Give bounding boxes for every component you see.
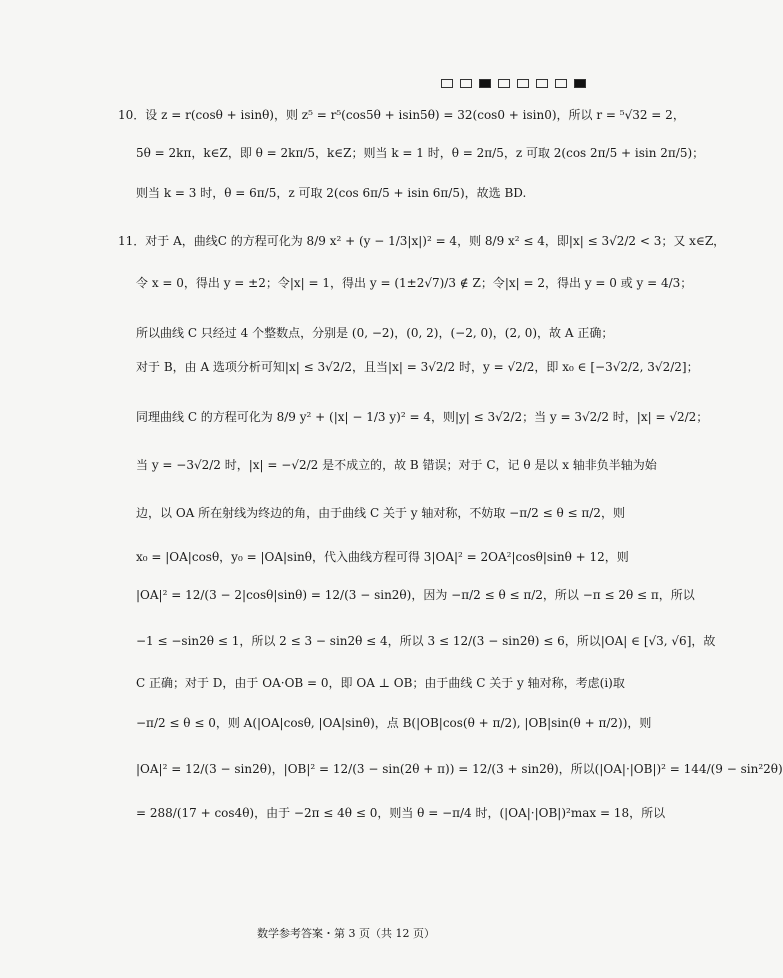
text-line: 同理曲线 C 的方程可化为 8/9 y² + (|x| − 1/3 y)² = 4，则|y| ≤ 3√2/2；当 y = 3√2/2 时，|x| = √2/2； xyxy=(136,410,709,424)
progress-square xyxy=(555,79,567,88)
text-line: −1 ≤ −sin2θ ≤ 1，所以 2 ≤ 3 − sin2θ ≤ 4，所以 3 ≤ 12/(3 − sin2θ) ≤ 6，所以|OA| ∈ [√3, √6]，故 xyxy=(136,634,716,648)
text-line: 5θ = 2kπ，k∈Z，即 θ = 2kπ/5，k∈Z；则当 k = 1 时，θ = 2π/5，z 可取 2(cos 2π/5 + isin 2π/5)； xyxy=(136,146,705,160)
progress-square xyxy=(517,79,529,88)
progress-square xyxy=(479,79,491,88)
progress-square xyxy=(498,79,510,88)
text-line: 所以曲线 C 只经过 4 个整数点，分别是 (0, −2)，(0, 2)，(−2, 0)，(2, 0)，故 A 正确； xyxy=(136,326,614,340)
progress-square xyxy=(536,79,548,88)
text-line: 11．对于 A，曲线C 的方程可化为 8/9 x² + (y − 1/3|x|)² = 4，则 8/9 x² ≤ 4，即|x| ≤ 3√2/2 < 3；又 x∈Z， xyxy=(118,234,726,248)
text-line: 对于 B，由 A 选项分析可知|x| ≤ 3√2/2，且当|x| = 3√2/2 时，y = √2/2，即 x₀ ∈ [−3√2/2, 3√2/2]； xyxy=(136,360,699,374)
text-line: 令 x = 0，得出 y = ±2；令|x| = 1，得出 y = (1±2√7)/3 ∉ Z；令|x| = 2，得出 y = 0 或 y = 4/3； xyxy=(136,276,693,290)
text-line: |OA|² = 12/(3 − sin2θ)，|OB|² = 12/(3 − sin(2θ + π)) = 12/(3 + sin2θ)，所以(|OA|·|OB|)² = 144/(9 − sin²2θ) xyxy=(136,762,783,776)
progress-square xyxy=(460,79,472,88)
text-line: 边，以 OA 所在射线为终边的角，由于曲线 C 关于 y 轴对称，不妨取 −π/2 ≤ θ ≤ π/2，则 xyxy=(136,506,625,520)
text-line: = 288/(17 + cos4θ)，由于 −2π ≤ 4θ ≤ 0，则当 θ = −π/4 时，(|OA|·|OB|)²max = 18，所以 xyxy=(136,806,666,820)
text-line: 10．设 z = r(cosθ + isinθ)，则 z⁵ = r⁵(cos5θ + isin5θ) = 32(cos0 + isin0)，所以 r = ⁵√32 = 2， xyxy=(118,108,685,122)
page-footer: 数学参考答案・第 3 页（共 12 页） xyxy=(257,927,435,940)
text-line: |OA|² = 12/(3 − 2|cosθ|sinθ) = 12/(3 − sin2θ)，因为 −π/2 ≤ θ ≤ π/2，所以 −π ≤ 2θ ≤ π，所以 xyxy=(136,588,695,602)
progress-squares xyxy=(441,79,586,88)
text-line: 当 y = −3√2/2 时，|x| = −√2/2 是不成立的，故 B 错误；对于 C，记 θ 是以 x 轴非负半轴为始 xyxy=(136,458,657,472)
text-line: 则当 k = 3 时，θ = 6π/5，z 可取 2(cos 6π/5 + isin 6π/5)，故选 BD. xyxy=(136,186,527,200)
text-line: x₀ = |OA|cosθ，y₀ = |OA|sinθ，代入曲线方程可得 3|OA|² = 2OA²|cosθ|sinθ + 12，则 xyxy=(136,550,629,564)
progress-square xyxy=(441,79,453,88)
text-line: C 正确；对于 D，由于 OA·OB = 0，即 OA ⊥ OB；由于曲线 C 关于 y 轴对称，考虑(i)取 xyxy=(136,676,625,690)
progress-square xyxy=(574,79,586,88)
text-line: −π/2 ≤ θ ≤ 0，则 A(|OA|cosθ, |OA|sinθ)，点 B(|OB|cos(θ + π/2), |OB|sin(θ + π/2))，则 xyxy=(136,716,652,730)
